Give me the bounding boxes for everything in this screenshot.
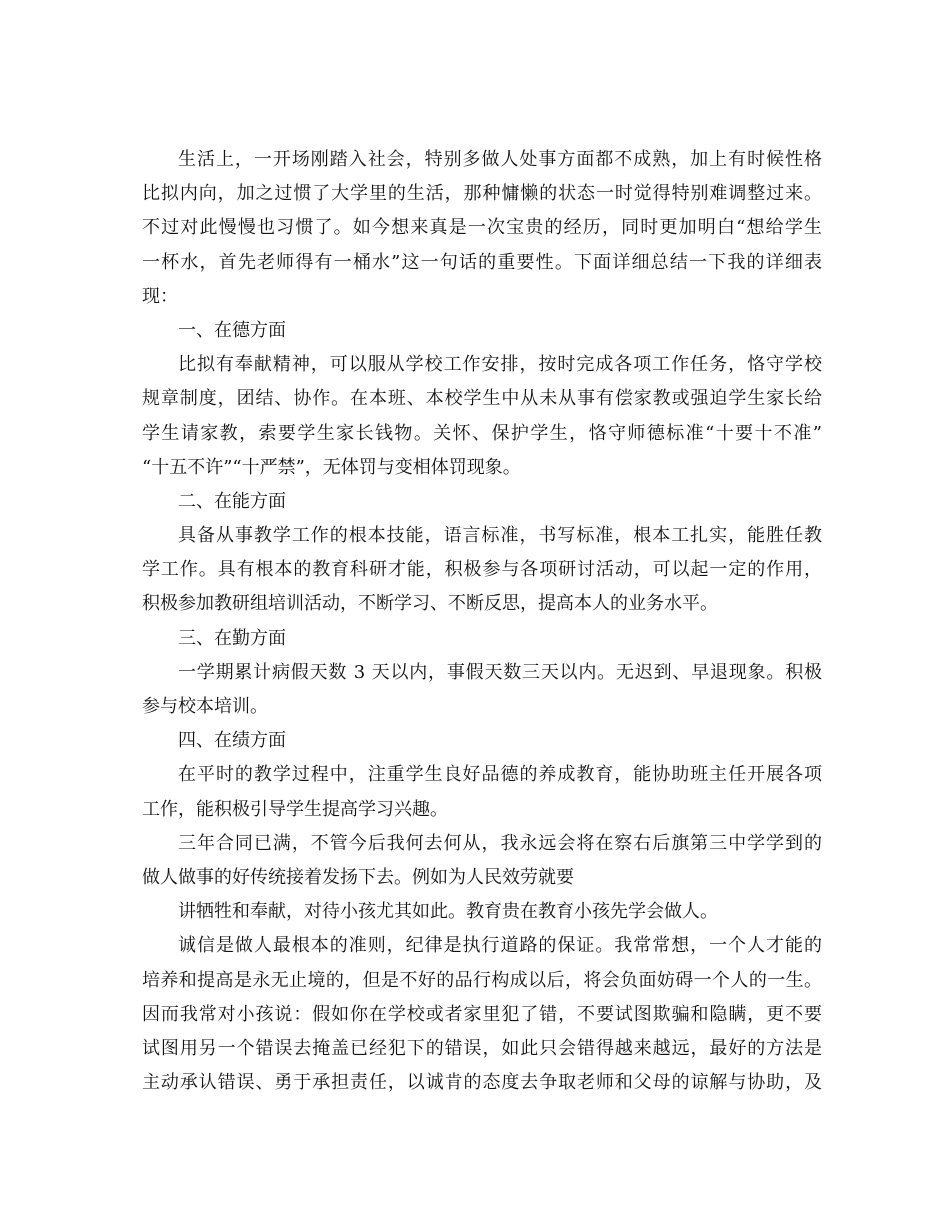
text-line: 做人做事的好传统接着发扬下去。例如为人民效劳就要 bbox=[142, 866, 574, 888]
text-line: 主动承认错误、勇于承担责任，以诚肯的态度去争取老师和父母的谅解与协助，及 bbox=[142, 1072, 822, 1094]
text-line: 学生请家教，索要学生家长钱物。关怀、保护学生，恪守师德标准“十要十不准” bbox=[142, 422, 822, 444]
text-line: 比拟内向，加之过惯了大学里的生活，那种慵懒的状态一时觉得特别难调整过来。 bbox=[142, 183, 822, 205]
text-line: 试图用另一个错误去掩盖已经犯下的错误，如此只会错得越来越远，最好的方法是 bbox=[142, 1037, 822, 1059]
text-line: 现： bbox=[142, 285, 178, 307]
text-line: 生活上，一开场刚踏入社会，特别多做人处事方面都不成熟，加上有时候性格 bbox=[178, 149, 822, 170]
text-line: 培养和提高是永无止境的，但是不好的品行构成以后，将会负面妨碍一个人的一生。 bbox=[142, 969, 822, 991]
text-line: 三、在勤方面 bbox=[178, 627, 286, 649]
text-line: 诚信是做人最根本的准则，纪律是执行道路的保证。我常常想，一个人才能的 bbox=[178, 935, 822, 957]
text-line: 具备从事教学工作的根本技能，语言标准，书写标准，根本工扎实，能胜任教 bbox=[178, 525, 822, 547]
text-line: 一、在德方面 bbox=[178, 319, 286, 341]
text-line: 比拟有奉献精神，可以服从学校工作安排，按时完成各项工作任务，恪守学校 bbox=[178, 354, 822, 376]
text-line: 参与校本培训。 bbox=[142, 696, 268, 717]
document-body bbox=[142, 143, 822, 1100]
text-line: 讲牺牲和奉献，对待小孩尤其如此。教育贵在教育小孩先学会做人。 bbox=[178, 901, 718, 923]
text-line: 四、在绩方面 bbox=[178, 730, 286, 752]
text-line: 规章制度，团结、协作。在本班、本校学生中从未从事有偿家教或强迫学生家长给 bbox=[142, 388, 822, 410]
text-line: 学工作。具有根本的教育科研才能，积极参与各项研讨活动，可以起一定的作用， bbox=[142, 559, 822, 581]
text-line: 不过对此慢慢也习惯了。如今想来真是一次宝贵的经历，同时更加明白“想给学生 bbox=[142, 217, 822, 239]
text-line: 因而我常对小孩说：假如你在学校或者家里犯了错，不要试图欺骗和隐瞒，更不要 bbox=[142, 1003, 822, 1025]
text-line: 积极参加教研组培训活动，不断学习、不断反思，提高本人的业务水平。 bbox=[142, 593, 718, 615]
text-line: 一杯水，首先老师得有一桶水”这一句话的重要性。下面详细总结一下我的详细表 bbox=[142, 251, 822, 273]
text-line: 二、在能方面 bbox=[178, 490, 286, 512]
text-line: 工作，能积极引导学生提高学习兴趣。 bbox=[142, 798, 448, 820]
text-line: 一学期累计病假天数 3 天以内，事假天数三天以内。无迟到、早退现象。积极 bbox=[178, 661, 822, 683]
text-line: 三年合同已满，不管今后我何去何从，我永远会将在察右后旗第三中学学到的 bbox=[178, 832, 822, 854]
text-line: 在平时的教学过程中，注重学生良好品德的养成教育，能协助班主任开展各项 bbox=[178, 764, 822, 786]
text-line: “十五不许”“十严禁”，无体罚与变相体罚现象。 bbox=[142, 456, 521, 478]
